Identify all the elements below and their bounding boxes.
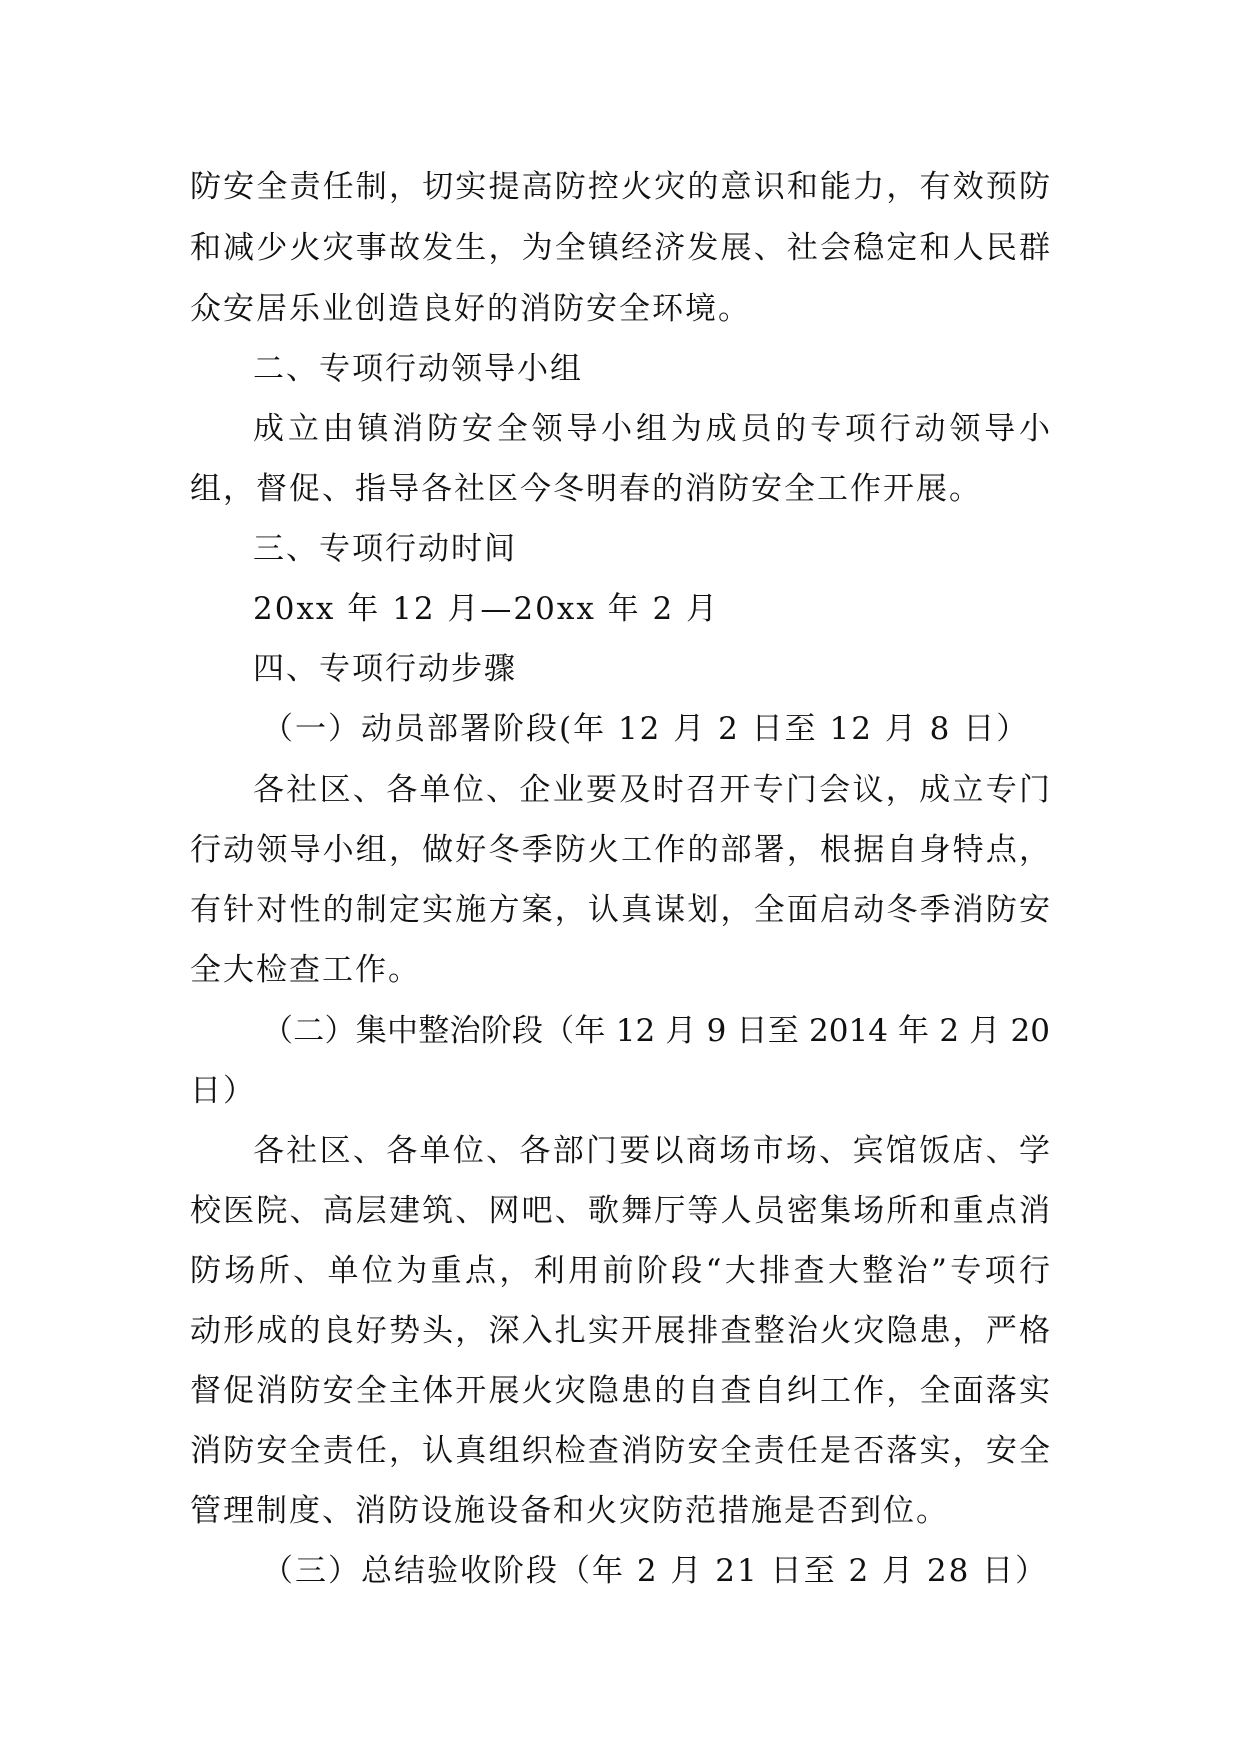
- paragraph-line: 校医院、高层建筑、网吧、歌舞厅等人员密集场所和重点消: [190, 1193, 1050, 1229]
- paragraph-line: 管理制度、消防设施设备和火灾防范措施是否到位。: [190, 1493, 949, 1529]
- paragraph-line: 组，督促、指导各社区今冬明春的消防安全工作开展。: [190, 471, 982, 507]
- paragraph-line: 防安全责任制，切实提高防控火灾的意识和能力，有效预防: [190, 169, 1050, 205]
- subsection-heading: （二）集中整治阶段（年 12 月 9 日至 2014 年 2 月 20: [262, 1013, 1050, 1049]
- paragraph-line: 动形成的良好势头，深入扎实开展排查整治火灾隐患，严格: [190, 1313, 1050, 1349]
- paragraph-line: 全大检查工作。: [190, 952, 421, 988]
- subsection-heading: （三）总结验收阶段（年 2 月 21 日至 2 月 28 日）: [262, 1553, 1049, 1589]
- subsection-heading: （一）动员部署阶段(年 12 月 2 日至 12 月 8 日）: [262, 711, 1030, 747]
- subsection-heading: 日）: [190, 1073, 256, 1109]
- paragraph-line: 督促消防安全主体开展火灾隐患的自查自纠工作，全面落实: [190, 1373, 1050, 1409]
- section-heading: 四、专项行动步骤: [253, 651, 517, 687]
- section-heading: 三、专项行动时间: [253, 531, 517, 567]
- paragraph-line: 众安居乐业创造良好的消防安全环境。: [190, 291, 751, 327]
- paragraph-line: 20xx 年 12 月—20xx 年 2 月: [253, 591, 720, 627]
- section-heading: 二、专项行动领导小组: [253, 351, 583, 387]
- paragraph-line: 各社区、各单位、企业要及时召开专门会议，成立专门: [253, 772, 1050, 808]
- paragraph-line: 和减少火灾事故发生，为全镇经济发展、社会稳定和人民群: [190, 230, 1050, 266]
- paragraph-line: 成立由镇消防安全领导小组为成员的专项行动领导小: [253, 411, 1050, 447]
- paragraph-line: 防场所、单位为重点，利用前阶段“大排查大整治”专项行: [190, 1253, 1050, 1289]
- paragraph-line: 有针对性的制定实施方案，认真谋划，全面启动冬季消防安: [190, 892, 1050, 928]
- paragraph-line: 行动领导小组，做好冬季防火工作的部署，根据自身特点，: [190, 832, 1050, 868]
- paragraph-line: 各社区、各单位、各部门要以商场市场、宾馆饭店、学: [253, 1133, 1050, 1169]
- paragraph-line: 消防安全责任，认真组织检查消防安全责任是否落实，安全: [190, 1433, 1050, 1469]
